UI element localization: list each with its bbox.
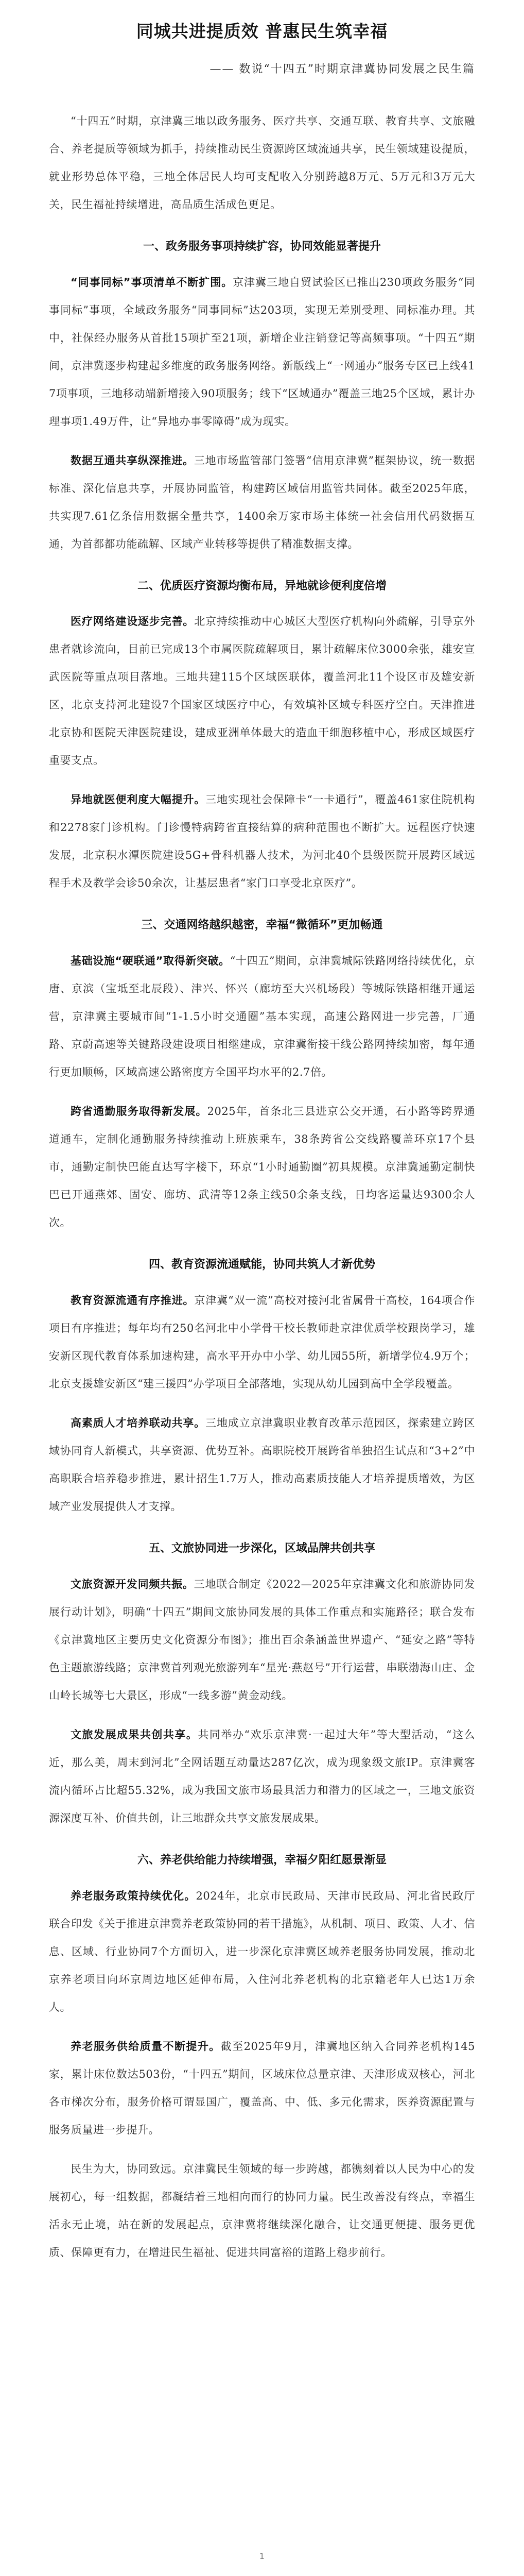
body-paragraph [49,1570,475,1709]
paragraph-text: 共同举办“欢乐京津冀·一起过大年”等大型活动，“这么近，那么美，周末到河北”全网话题互动量达287亿次，成为现象级文旅IP。京津冀客流内循环占比超55.32%，成为我国文旅市场最具活力和潜力的区域之一，三地文旅资源深度互补、价值共创，让三地群众共享文旅发展成果。 [49,1728,476,1824]
paragraph-text: 三地联合制定《2022—2025年京津冀文化和旅游协同发展行动计划》，明确“十四五”期间文旅协同发展的具体工作重点和实施路径；联合发布《京津冀地区主要历史文化资源分布图》；推出百余条涵盖世界遗产、“延安之路”等特色主题旅游线路；京津冀首列观光旅游列车“星光·燕赵号”开行运营，串联渤海山庄、金山岭长城等七大景区，形成“一线多游”黄金动线。 [49,1578,475,1702]
intro-paragraph: “十四五”时期，京津冀三地以政务服务、医疗共享、交通互联、教育共享、文旅融合、养老提质等领域为抓手，持续推动民生资源跨区域流通共享，民生领域建设提质，就业形势总体平稳，三地全体居民人均可支配收入分别跨越8万元、5万元和3万元大关，民生福祉持续增进，高品质生活成色更足。 [49,114,475,211]
paragraph-lead: 教育资源流通有序推进。 [71,1294,195,1307]
page-number: 1 [259,2551,265,2561]
section-heading: 二、优质医疗资源均衡布局，异地就诊便利度倍增 [137,579,387,592]
paragraph-lead: 高素质人才培养联动共享。 [71,1417,206,1430]
body-paragraph [49,447,475,558]
body-paragraph [49,1882,475,2021]
section-heading: 六、养老供给能力持续增强，幸福夕阳红愿景渐显 [137,1853,387,1867]
paragraph-text: 京津冀三地自贸试验区已推出230项政务服务“同事同标”事项，全域政务服务“同事同标”达203项，实现无差别受理、同标准办理。其中，社保经办服务从首批15项扩至21项，新增企业注销登记等高频事项。“十四五”期间，京津冀逐步构建起多维度的政务服务网络。新版线上“一网通办”服务专区已上线417项事项，三地移动端新增接入90项服务；线下“区域通办”覆盖三地25个区域，累计办理事项1.49万件，让“异地办事零障碍”成为现实。 [49,276,475,428]
paragraph-text: 三地成立京津冀职业教育改革示范园区，探索建立跨区域协同育人新模式，共享资源、优势互补。高职院校开展跨省单独招生试点和“3+2”中高职联合培养稳步推进，累计招生1.7万人，推动高素质技能人才培养提质增效，为区域产业发展提供人才支撑。 [49,1417,476,1513]
body-paragraph [49,1721,475,1832]
paragraph-lead: 养老服务供给质量不断提升。 [71,2040,221,2053]
body-paragraph [49,268,475,435]
section-heading: 三、交通网络越织越密，幸福“微循环”更加畅通 [141,919,383,932]
paragraph-text: 截至2025年9月，津冀地区纳入合同养老机构145家，累计床位数达503份，“十四五”期间，区域床位总量京津、天津形成双核心，河北各市梯次分布，服务价格可谓显国广，覆盖高、中、低、多元化需求，医养资源配置与服务质量进一步提升。 [49,2040,475,2136]
paragraph-text: 2025年，首条北三县进京公交开通，石小路等跨界通道通车，定制化通勤服务持续推动上班族乘车，38条跨省公交线路覆盖环京17个县市，通勤定制快巴能直达写字楼下，环京“1小时通勤圈”初具规模。京津冀通勤定制快巴已开通燕郊、固安、廊坊、武清等12条主线50余条支线，日均客运量达9300余人次。 [49,1105,475,1229]
paragraph-lead: 数据互通共享纵深推进。 [71,454,194,467]
body-paragraph [49,1409,475,1520]
paragraph-text: 北京持续推动中心城区大型医疗机构向外疏解，引导京外患者就诊流向，目前已完成13个市属医院疏解项目，累计疏解床位3000余张，雄安宣武医院等重点项目落地。三地共建115个区域医联体，覆盖河北11个设区市及雄安新区，北京支持河北建设7个国家区域医疗中心，有效填补区域专科医疗空白。天津推进北京协和医院天津医院建设，建成亚洲单体最大的造血干细胞移植中心，形成区域医疗重要支点。 [49,615,476,767]
body-paragraph [49,2032,475,2144]
paragraph-lead: “同事同标”事项清单不断扩围。 [71,276,233,289]
paragraph-text: “十四五”期间，京津冀城际铁路网络持续优化，京唐、京滨（宝坻至北辰段）、津兴、怀兴（廊坊至大兴机场段）等城际铁路相继开通运营，京津冀主要城市间“1-1.5小时交通圈”基本实现，高速公路网进一步完善，厂通路、京蔚高速等关键路段建设项目相继建成，京津冀衔接干线公路网持续加密，每年通行更加顺畅，区域高速公路密度方全国平均水平的2.7倍。 [49,955,475,1079]
body-paragraph [49,1286,475,1398]
section-heading: 四、教育资源流通赋能，协同共筑人才新优势 [148,1258,375,1272]
paragraph-lead: 文旅发展成果共创共享。 [71,1728,198,1741]
body-paragraph [49,607,475,774]
paragraph-lead: 文旅资源开发同频共振。 [71,1578,194,1590]
section-heading: 一、政务服务事项持续扩容，协同效能显著提升 [143,240,381,253]
paragraph-lead: 医疗网络建设逐步完善。 [71,615,195,628]
paragraph-lead: 基础设施“硬联通”取得新突破。 [71,955,230,968]
page-subtitle: —— 数说“十四五”时期京津冀协同发展之民生篇 [209,62,475,76]
paragraph-text: 三地实现社会保障卡“一卡通行”，覆盖461家住院机构和2278家门诊机构。门诊慢特病跨省直接结算的病种范围也不断扩大。远程医疗快速发展，北京积水潭医院建设5G+骨科机器人技术，为河北40个县级医院开展跨区域远程手术及教学会诊50余次，让基层患者“家门口享受北京医疗”。 [49,793,475,890]
page-title: 同城共进提质效 普惠民生筑幸福 [136,21,388,41]
paragraph-lead: 养老服务政策持续优化。 [71,1889,196,1902]
closing-paragraph: 民生为大，协同致远。京津冀民生领域的每一步跨越，都镌刻着以人民为中心的发展初心，每一组数据，都凝结着三地相向而行的协同力量。民生改善没有终点，幸福生活永无止境，站在新的发展起点，京津冀将继续深化融合，让交通更便捷、服务更优质、保障更有力，在增进民生福祉、促进共同富裕的道路上稳步前行。 [49,2162,475,2259]
body-paragraph [49,947,475,1086]
section-heading: 五、文旅协同进一步深化，区域品牌共创共享 [148,1542,375,1555]
body-paragraph [49,1097,475,1236]
paragraph-text: 2024年，北京市民政局、天津市民政局、河北省民政厅联合印发《关于推进京津冀养老政策协同的若干措施》，从机制、项目、政策、人才、信息、区域、行业协同7个方面切入，进一步深化京津冀区域养老服务协同发展，推动北京养老项目向环京周边地区延伸布局，入住河北养老机构的北京籍老年人已达1万余人。 [49,1889,475,2013]
paragraph-lead: 跨省通勤服务取得新发展。 [71,1105,207,1118]
paragraph-text: 京津冀“双一流”高校对接河北省属骨干高校，164项合作项目有序推进；每年均有250名河北中小学骨干校长教师赴京津优质学校跟岗学习，雄安新区现代教育体系加速构建，高水平开办中小学、幼儿园55所，新增学位4.9万个；北京支援雄安新区“建三援四”办学项目全部落地，实现从幼儿园到高中全学段覆盖。 [49,1294,476,1391]
document-page [49,21,475,2278]
body-paragraph [49,786,475,897]
paragraph-lead: 异地就医便利度大幅提升。 [71,793,206,806]
paragraph-text: 三地市场监管部门签署“信用京津冀”框架协议，统一数据标准、深化信息共享，开展协同监管，构建跨区域信用监管共同体。截至2025年底，共实现7.61亿条信用数据全量共享，1400余万家市场主体统一社会信用代码数据互通，为首都都功能疏解、区域产业转移等提供了精准数据支撑。 [49,454,475,550]
